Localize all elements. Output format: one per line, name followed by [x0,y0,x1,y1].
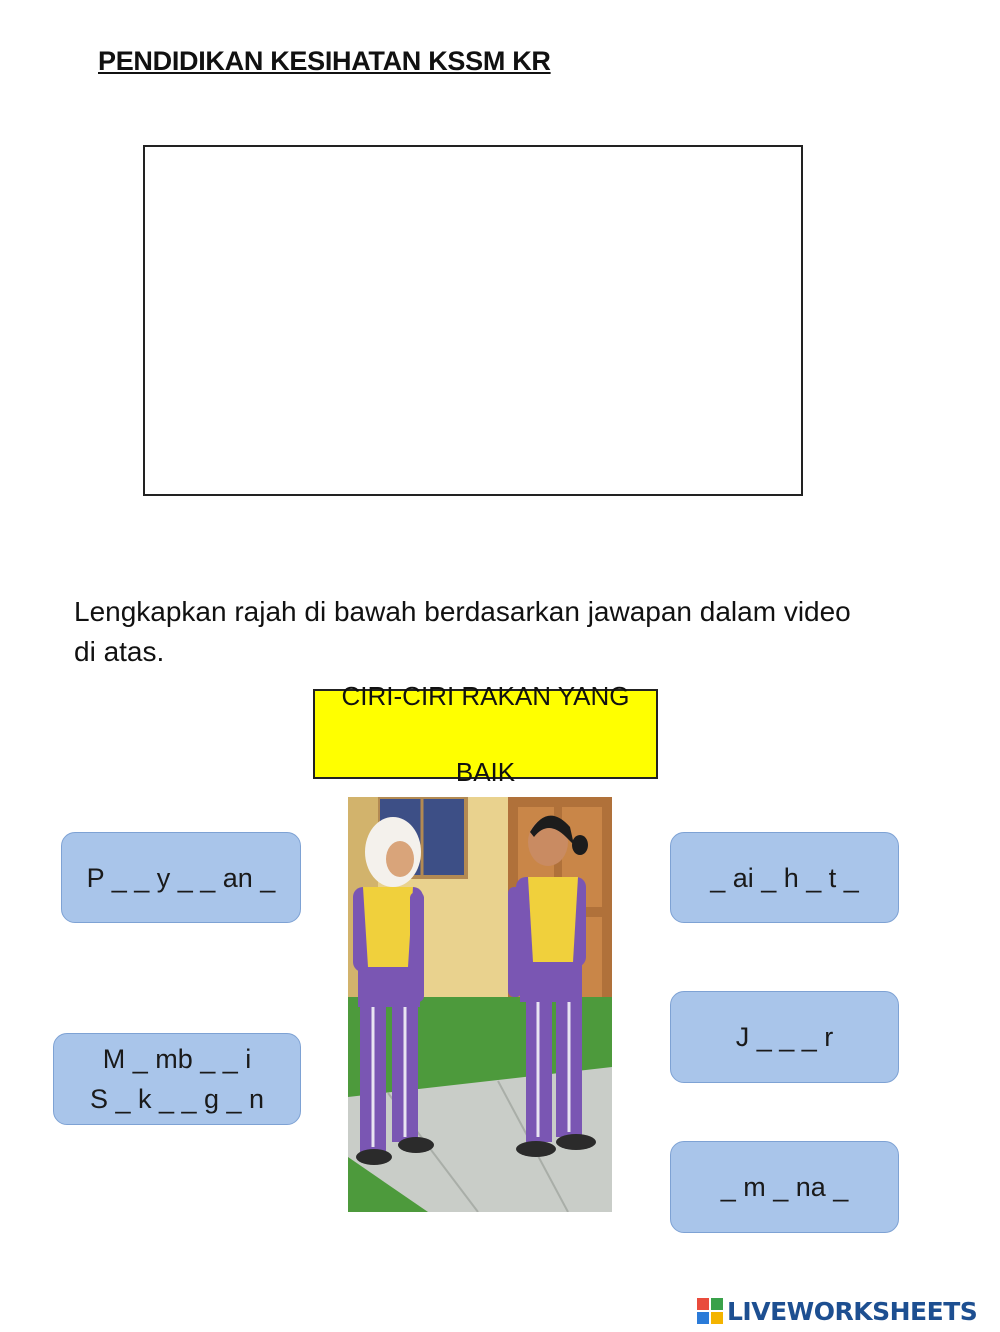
liveworksheets-logo [697,1296,977,1326]
answer-card-text: _ ai _ h _ t _ [710,862,859,893]
brand-name: LIVEWORKSHEETS [727,1296,978,1326]
answer-card-left-bottom[interactable] [53,1033,301,1125]
answer-card-text: _ m _ na _ [720,1172,849,1202]
answer-card-text-line2: S _ k _ _ g _ n [89,1084,265,1114]
logo-icon [697,1298,723,1324]
answer-card-right-middle[interactable] [670,991,899,1083]
answer-card-right-bottom[interactable] [670,1141,899,1233]
instruction-text: Lengkapkan rajah di bawah berdasarkan jawapan dalam video di atas. [74,596,851,667]
answer-card-text-line1: M _ mb _ _ i [102,1044,252,1074]
diagram-heading [313,681,658,787]
answer-card-text: P _ _ y _ _ an _ [86,862,276,893]
page-title: PENDIDIKAN KESIHATAN KSSM KR [98,46,551,76]
answer-card-left-top[interactable] [61,832,301,923]
two-friends-illustration [348,797,612,1212]
diagram-heading-line1: CIRI-CIRI RAKAN YANG [341,681,630,711]
answer-card-right-top[interactable] [670,832,899,923]
diagram-heading-line2: BAIK [455,757,516,787]
video-placeholder[interactable] [143,145,803,496]
answer-card-text: J _ _ _ r [735,1022,834,1052]
